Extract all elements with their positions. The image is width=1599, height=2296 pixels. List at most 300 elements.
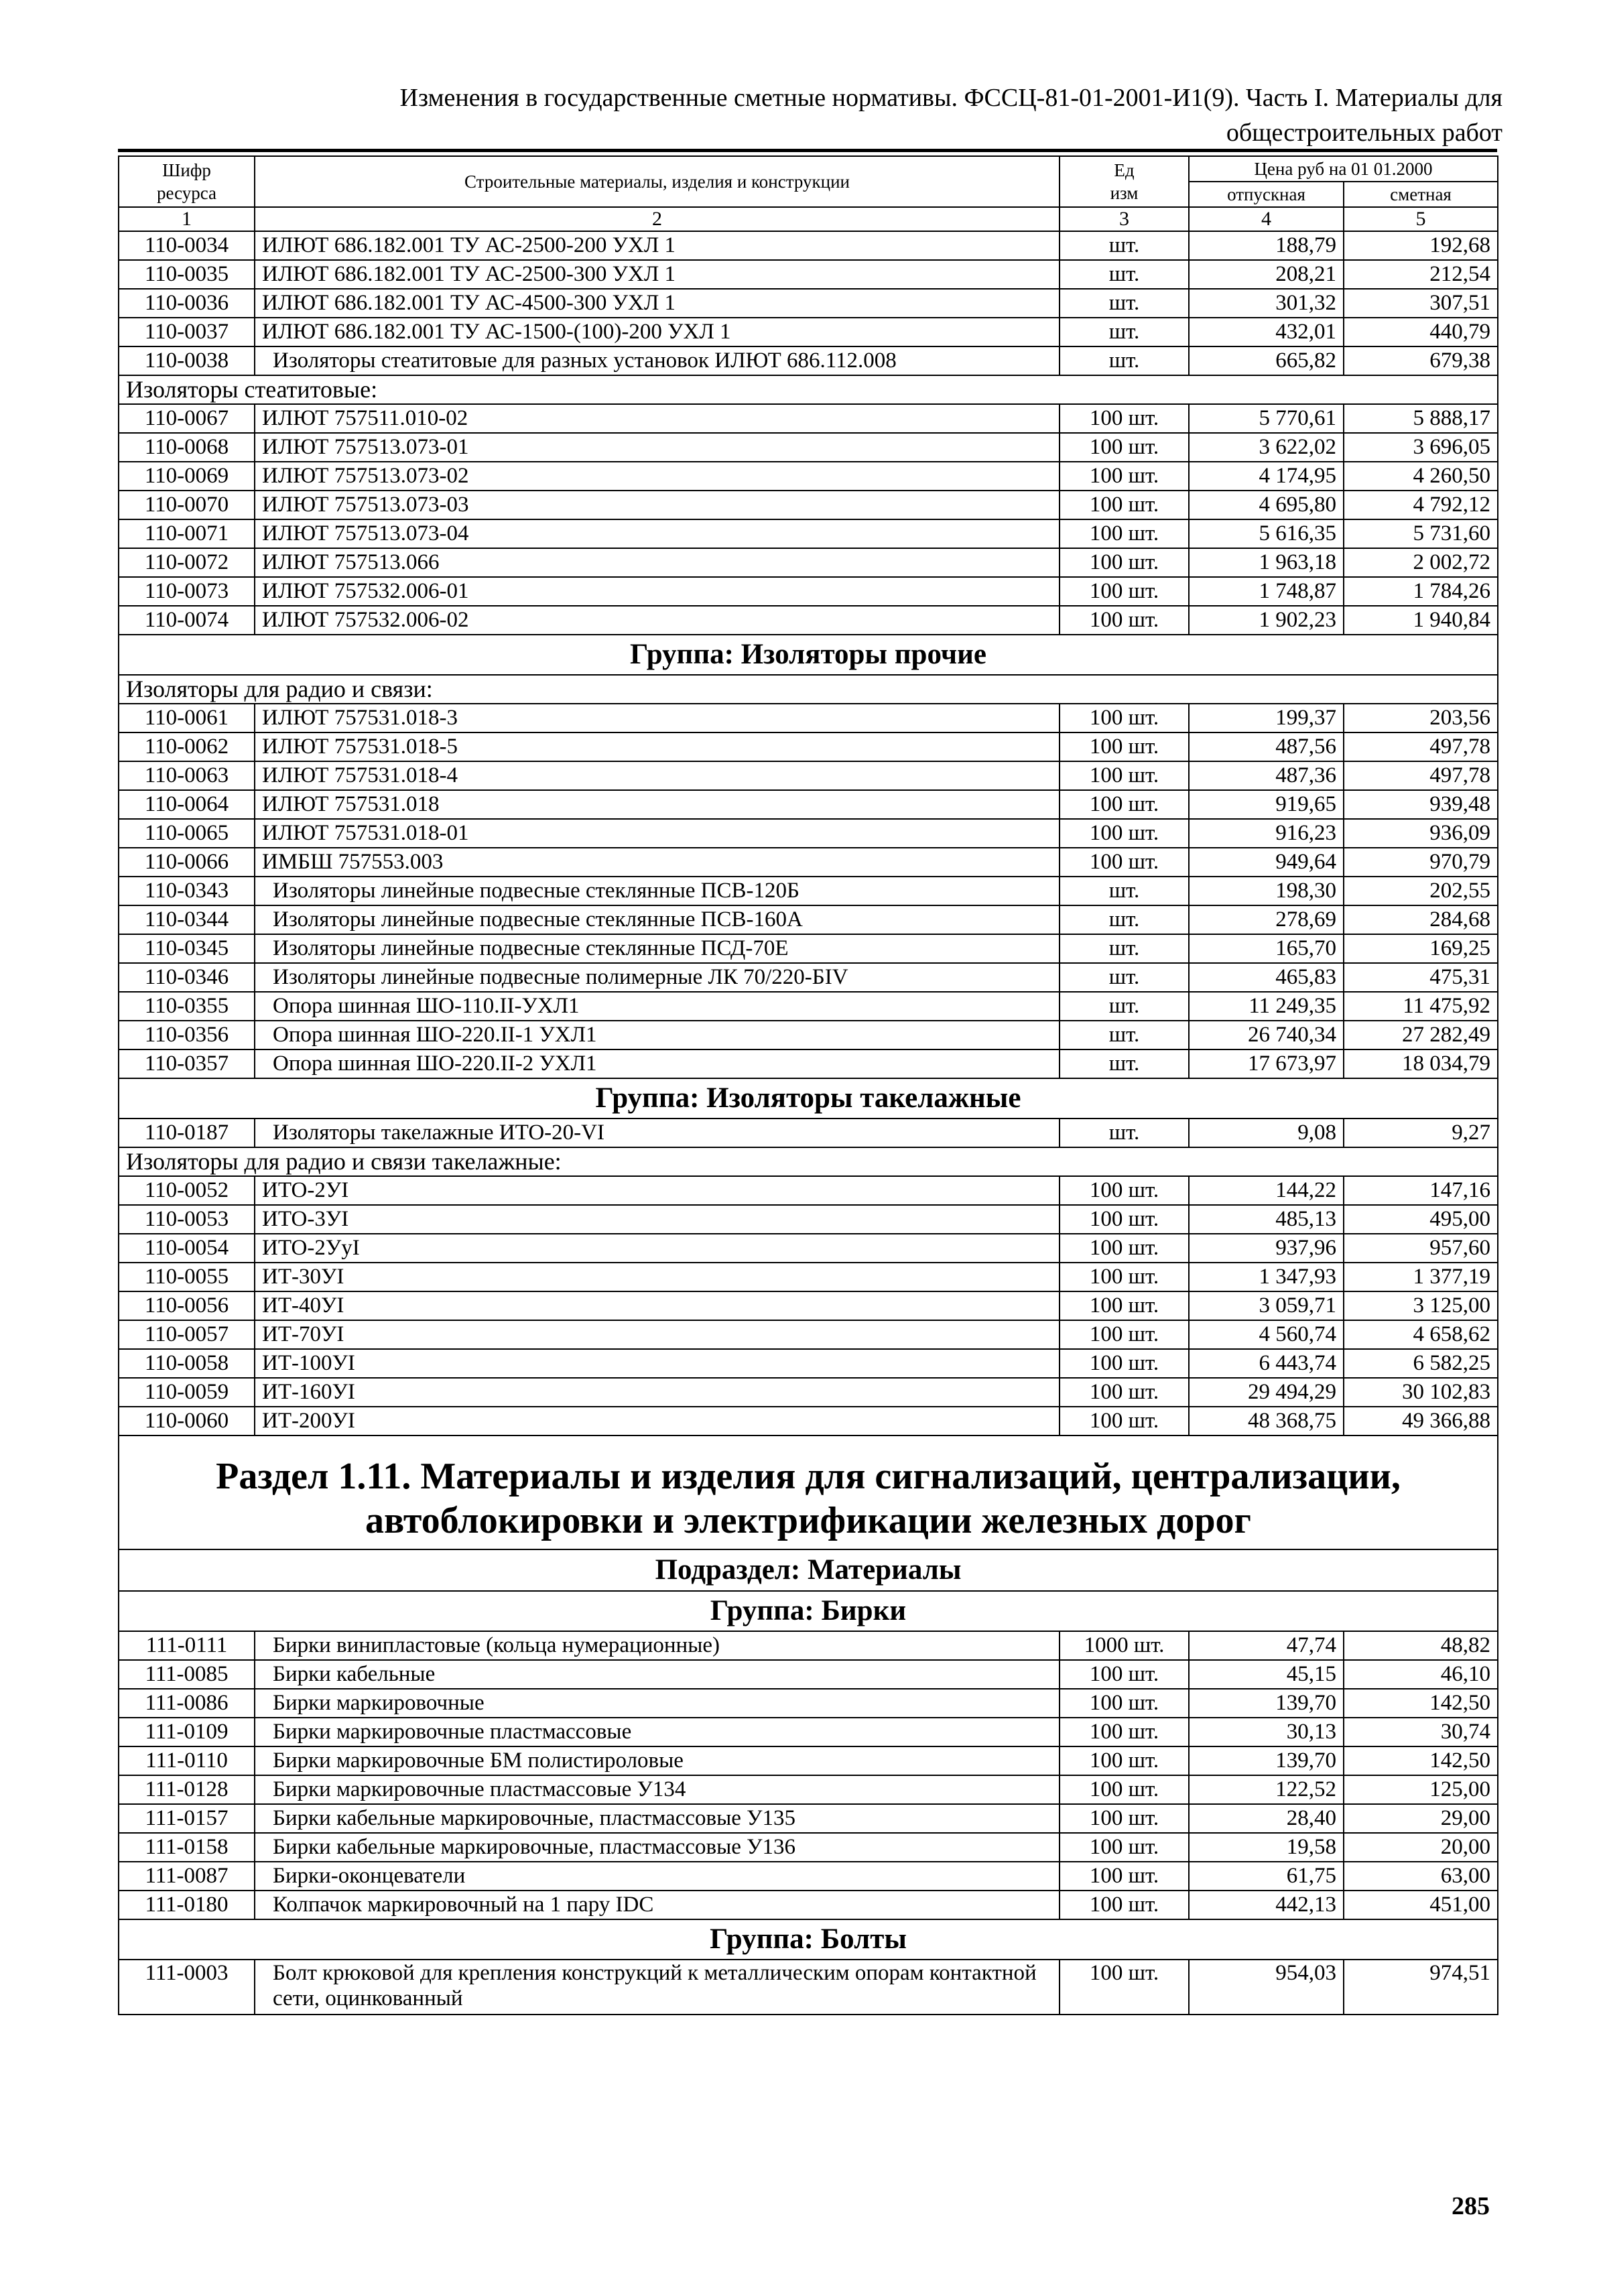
group-row	[119, 1078, 1498, 1119]
resource-code: 110-0357	[119, 1049, 255, 1078]
table-row	[119, 848, 1498, 877]
col-index: 3	[1060, 207, 1189, 231]
unit-of-measure: 100 шт.	[1060, 761, 1189, 790]
material-name: Опора шинная ШО-220.II-2 УХЛ1	[255, 1049, 1060, 1078]
resource-code: 110-0071	[119, 519, 255, 548]
release-price: 144,22	[1189, 1176, 1344, 1205]
resource-code: 110-0056	[119, 1291, 255, 1320]
table-row	[119, 1021, 1498, 1049]
unit-of-measure: 100 шт.	[1060, 1407, 1189, 1436]
release-price: 919,65	[1189, 790, 1344, 819]
material-name: ИЛЮТ 686.182.001 ТУ АС-4500-300 УХЛ 1	[255, 289, 1060, 318]
unit-of-measure: 100 шт.	[1060, 1291, 1189, 1320]
estimate-price: 1 784,26	[1344, 577, 1498, 606]
unit-of-measure: 100 шт.	[1060, 704, 1189, 732]
release-price: 301,32	[1189, 289, 1344, 318]
unit-of-measure: 100 шт.	[1060, 548, 1189, 577]
table-row	[119, 1263, 1498, 1291]
material-name: ИЛЮТ 757531.018	[255, 790, 1060, 819]
unit-of-measure: 100 шт.	[1060, 1378, 1189, 1407]
release-price: 47,74	[1189, 1631, 1344, 1660]
release-price: 165,70	[1189, 934, 1344, 963]
estimate-price: 1 377,19	[1344, 1263, 1498, 1291]
resource-code: 110-0073	[119, 577, 255, 606]
category-title: Изоляторы стеатитовые:	[119, 375, 1498, 404]
resource-code: 111-0087	[119, 1862, 255, 1891]
resource-code: 110-0062	[119, 732, 255, 761]
material-name: ИЛЮТ 757513.073-04	[255, 519, 1060, 548]
group-title: Группа: Болты	[119, 1919, 1498, 1960]
unit-of-measure: 100 шт.	[1060, 1891, 1189, 1919]
material-name: ИЛЮТ 757513.073-02	[255, 462, 1060, 491]
resource-code: 110-0069	[119, 462, 255, 491]
material-name: Болт крюковой для крепления конструкций к металлическим опорам контактной сети, оцинкованный	[255, 1960, 1060, 2015]
table-row	[119, 992, 1498, 1021]
release-price: 4 174,95	[1189, 462, 1344, 491]
material-name: Бирки кабельные маркировочные, пластмассовые У136	[255, 1833, 1060, 1862]
release-price: 9,08	[1189, 1119, 1344, 1147]
estimate-price: 475,31	[1344, 963, 1498, 992]
table-row	[119, 1960, 1498, 2015]
estimate-price: 679,38	[1344, 346, 1498, 375]
estimate-price: 495,00	[1344, 1205, 1498, 1234]
table-row	[119, 905, 1498, 934]
category-title: Изоляторы для радио и связи:	[119, 675, 1498, 704]
estimate-price: 3 696,05	[1344, 433, 1498, 462]
col-index: 5	[1344, 207, 1498, 231]
release-price: 11 249,35	[1189, 992, 1344, 1021]
resource-code: 110-0063	[119, 761, 255, 790]
page-number: 285	[1452, 2192, 1490, 2220]
group-row	[119, 1919, 1498, 1960]
resource-code: 110-0059	[119, 1378, 255, 1407]
material-name: ИЛЮТ 757532.006-02	[255, 606, 1060, 635]
col-header-unit: Ед изм	[1060, 156, 1189, 207]
estimate-price: 4 792,12	[1344, 491, 1498, 519]
table-row	[119, 1833, 1498, 1862]
estimate-price: 48,82	[1344, 1631, 1498, 1660]
table-row	[119, 1631, 1498, 1660]
material-name: ИТ-160УI	[255, 1378, 1060, 1407]
estimate-price: 192,68	[1344, 231, 1498, 260]
col-index: 2	[255, 207, 1060, 231]
release-price: 17 673,97	[1189, 1049, 1344, 1078]
release-price: 4 560,74	[1189, 1320, 1344, 1349]
material-name: Изоляторы линейные подвесные стеклянные ПСВ-160А	[255, 905, 1060, 934]
unit-of-measure: 100 шт.	[1060, 491, 1189, 519]
estimate-price: 939,48	[1344, 790, 1498, 819]
resource-code: 110-0067	[119, 404, 255, 433]
estimate-price: 974,51	[1344, 1960, 1498, 2015]
unit-of-measure: 100 шт.	[1060, 519, 1189, 548]
table-row	[119, 1234, 1498, 1263]
estimate-price: 497,78	[1344, 732, 1498, 761]
release-price: 1 748,87	[1189, 577, 1344, 606]
material-name: Опора шинная ШО-110.II-УХЛ1	[255, 992, 1060, 1021]
unit-of-measure: шт.	[1060, 905, 1189, 934]
table-row	[119, 704, 1498, 732]
section-row	[119, 1436, 1498, 1549]
unit-of-measure: шт.	[1060, 231, 1189, 260]
release-price: 29 494,29	[1189, 1378, 1344, 1407]
release-price: 6 443,74	[1189, 1349, 1344, 1378]
material-name: ИТО-2УI	[255, 1176, 1060, 1205]
table-row	[119, 1804, 1498, 1833]
material-name: ИТ-40УI	[255, 1291, 1060, 1320]
release-price: 28,40	[1189, 1804, 1344, 1833]
header-rule	[118, 149, 1497, 152]
estimate-price: 142,50	[1344, 1746, 1498, 1775]
table-row	[119, 1378, 1498, 1407]
table-row	[119, 1205, 1498, 1234]
estimate-price: 451,00	[1344, 1891, 1498, 1919]
release-price: 188,79	[1189, 231, 1344, 260]
unit-of-measure: 100 шт.	[1060, 1862, 1189, 1891]
release-price: 954,03	[1189, 1960, 1344, 2015]
estimate-price: 11 475,92	[1344, 992, 1498, 1021]
material-name: ИЛЮТ 757511.010-02	[255, 404, 1060, 433]
resource-code: 110-0072	[119, 548, 255, 577]
material-name: ИЛЮТ 757531.018-3	[255, 704, 1060, 732]
group-row	[119, 1591, 1498, 1631]
estimate-price: 30,74	[1344, 1718, 1498, 1746]
release-price: 30,13	[1189, 1718, 1344, 1746]
table-row	[119, 346, 1498, 375]
column-index-row	[119, 207, 1498, 231]
table-row	[119, 462, 1498, 491]
material-name: ИТО-3УI	[255, 1205, 1060, 1234]
estimate-price: 284,68	[1344, 905, 1498, 934]
estimate-price: 147,16	[1344, 1176, 1498, 1205]
resource-code: 111-0128	[119, 1775, 255, 1804]
unit-of-measure: шт.	[1060, 346, 1189, 375]
section-title: Раздел 1.11. Материалы и изделия для сигнализаций, централизации, автоблокировки и электрификации железных дорог	[119, 1436, 1498, 1549]
table-header-row	[119, 156, 1498, 182]
resource-code: 110-0070	[119, 491, 255, 519]
release-price: 5 616,35	[1189, 519, 1344, 548]
resource-code: 111-0110	[119, 1746, 255, 1775]
release-price: 465,83	[1189, 963, 1344, 992]
table-row	[119, 934, 1498, 963]
estimate-price: 20,00	[1344, 1833, 1498, 1862]
unit-of-measure: 100 шт.	[1060, 790, 1189, 819]
table-row	[119, 1049, 1498, 1078]
material-name: ИЛЮТ 757532.006-01	[255, 577, 1060, 606]
material-name: Изоляторы стеатитовые для разных установок ИЛЮТ 686.112.008	[255, 346, 1060, 375]
table-row	[119, 289, 1498, 318]
resource-code: 110-0066	[119, 848, 255, 877]
unit-of-measure: шт.	[1060, 289, 1189, 318]
category-row	[119, 1147, 1498, 1176]
table-row	[119, 877, 1498, 905]
col-index: 1	[119, 207, 255, 231]
release-price: 1 963,18	[1189, 548, 1344, 577]
resource-code: 110-0074	[119, 606, 255, 635]
material-name: ИЛЮТ 686.182.001 ТУ АС-2500-300 УХЛ 1	[255, 260, 1060, 289]
estimate-price: 4 658,62	[1344, 1320, 1498, 1349]
table-row	[119, 1660, 1498, 1689]
material-name: ИЛЮТ 757531.018-5	[255, 732, 1060, 761]
table-row	[119, 1407, 1498, 1436]
resource-code: 110-0052	[119, 1176, 255, 1205]
estimate-price: 203,56	[1344, 704, 1498, 732]
resource-code: 110-0053	[119, 1205, 255, 1234]
estimate-price: 970,79	[1344, 848, 1498, 877]
subsection-title: Подраздел: Материалы	[119, 1549, 1498, 1591]
table-row	[119, 577, 1498, 606]
material-name: Бирки кабельные маркировочные, пластмассовые У135	[255, 1804, 1060, 1833]
resource-code: 110-0037	[119, 318, 255, 346]
material-name: Изоляторы линейные подвесные стеклянные ПСВ-120Б	[255, 877, 1060, 905]
material-name: ИЛЮТ 757513.073-01	[255, 433, 1060, 462]
estimate-price: 5 888,17	[1344, 404, 1498, 433]
estimate-price: 440,79	[1344, 318, 1498, 346]
estimate-price: 46,10	[1344, 1660, 1498, 1689]
table-row	[119, 1689, 1498, 1718]
table-row	[119, 1349, 1498, 1378]
release-price: 139,70	[1189, 1746, 1344, 1775]
material-name: Бирки маркировочные БМ полистироловые	[255, 1746, 1060, 1775]
estimate-price: 2 002,72	[1344, 548, 1498, 577]
unit-of-measure: шт.	[1060, 963, 1189, 992]
category-row	[119, 675, 1498, 704]
material-name: Бирки-оконцеватели	[255, 1862, 1060, 1891]
unit-of-measure: 100 шт.	[1060, 1833, 1189, 1862]
estimate-price: 49 366,88	[1344, 1407, 1498, 1436]
table-row	[119, 404, 1498, 433]
col-header-estimate: сметная	[1344, 182, 1498, 207]
resource-code: 110-0355	[119, 992, 255, 1021]
table-row	[119, 1176, 1498, 1205]
release-price: 199,37	[1189, 704, 1344, 732]
release-price: 198,30	[1189, 877, 1344, 905]
price-table	[118, 155, 1498, 2015]
unit-of-measure: 100 шт.	[1060, 732, 1189, 761]
category-title: Изоляторы для радио и связи такелажные:	[119, 1147, 1498, 1176]
resource-code: 110-0035	[119, 260, 255, 289]
release-price: 665,82	[1189, 346, 1344, 375]
table-row	[119, 1718, 1498, 1746]
estimate-price: 212,54	[1344, 260, 1498, 289]
table-row	[119, 1320, 1498, 1349]
running-header	[118, 80, 1502, 150]
release-price: 3 059,71	[1189, 1291, 1344, 1320]
header-line-2: общестроительных работ	[1226, 119, 1502, 147]
material-name: ИЛЮТ 757531.018-4	[255, 761, 1060, 790]
resource-code: 110-0187	[119, 1119, 255, 1147]
table-row	[119, 1862, 1498, 1891]
estimate-price: 957,60	[1344, 1234, 1498, 1263]
resource-code: 110-0036	[119, 289, 255, 318]
estimate-price: 936,09	[1344, 819, 1498, 848]
resource-code: 110-0055	[119, 1263, 255, 1291]
material-name: Колпачок маркировочный на 1 пару IDC	[255, 1891, 1060, 1919]
table-row	[119, 819, 1498, 848]
release-price: 442,13	[1189, 1891, 1344, 1919]
resource-code: 110-0356	[119, 1021, 255, 1049]
unit-of-measure: 100 шт.	[1060, 1718, 1189, 1746]
table-row	[119, 1291, 1498, 1320]
unit-of-measure: шт.	[1060, 260, 1189, 289]
resource-code: 110-0068	[119, 433, 255, 462]
release-price: 122,52	[1189, 1775, 1344, 1804]
estimate-price: 30 102,83	[1344, 1378, 1498, 1407]
unit-of-measure: 100 шт.	[1060, 433, 1189, 462]
unit-of-measure: 100 шт.	[1060, 819, 1189, 848]
col-header-release: отпускная	[1189, 182, 1344, 207]
resource-code: 110-0057	[119, 1320, 255, 1349]
material-name: Изоляторы линейные подвесные полимерные ЛК 70/220-БIV	[255, 963, 1060, 992]
table-row	[119, 963, 1498, 992]
unit-of-measure: шт.	[1060, 318, 1189, 346]
table-row	[119, 790, 1498, 819]
material-name: ИТ-200УI	[255, 1407, 1060, 1436]
material-name: Бирки маркировочные пластмассовые У134	[255, 1775, 1060, 1804]
release-price: 45,15	[1189, 1660, 1344, 1689]
table-row	[119, 433, 1498, 462]
resource-code: 111-0111	[119, 1631, 255, 1660]
release-price: 26 740,34	[1189, 1021, 1344, 1049]
table-row	[119, 732, 1498, 761]
release-price: 1 347,93	[1189, 1263, 1344, 1291]
unit-of-measure: шт.	[1060, 934, 1189, 963]
release-price: 916,23	[1189, 819, 1344, 848]
unit-of-measure: 100 шт.	[1060, 1263, 1189, 1291]
release-price: 5 770,61	[1189, 404, 1344, 433]
release-price: 937,96	[1189, 1234, 1344, 1263]
material-name: Бирки маркировочные	[255, 1689, 1060, 1718]
release-price: 1 902,23	[1189, 606, 1344, 635]
release-price: 19,58	[1189, 1833, 1344, 1862]
unit-of-measure: 100 шт.	[1060, 606, 1189, 635]
resource-code: 110-0061	[119, 704, 255, 732]
table-row	[119, 318, 1498, 346]
estimate-price: 1 940,84	[1344, 606, 1498, 635]
unit-of-measure: 100 шт.	[1060, 848, 1189, 877]
subsection-row	[119, 1549, 1498, 1591]
release-price: 4 695,80	[1189, 491, 1344, 519]
resource-code: 111-0158	[119, 1833, 255, 1862]
resource-code: 111-0086	[119, 1689, 255, 1718]
table-row	[119, 491, 1498, 519]
material-name: Изоляторы такелажные ИТО-20-VI	[255, 1119, 1060, 1147]
unit-of-measure: шт.	[1060, 1021, 1189, 1049]
unit-of-measure: 100 шт.	[1060, 1320, 1189, 1349]
group-title: Группа: Бирки	[119, 1591, 1498, 1631]
unit-of-measure: 100 шт.	[1060, 1660, 1189, 1689]
category-row	[119, 375, 1498, 404]
material-name: Бирки кабельные	[255, 1660, 1060, 1689]
resource-code: 111-0003	[119, 1960, 255, 2015]
release-price: 432,01	[1189, 318, 1344, 346]
material-name: ИЛЮТ 757513.066	[255, 548, 1060, 577]
unit-of-measure: 100 шт.	[1060, 1775, 1189, 1804]
table-row	[119, 1746, 1498, 1775]
estimate-price: 307,51	[1344, 289, 1498, 318]
unit-of-measure: шт.	[1060, 992, 1189, 1021]
material-name: ИЛЮТ 757513.073-03	[255, 491, 1060, 519]
unit-of-measure: 100 шт.	[1060, 1349, 1189, 1378]
estimate-price: 3 125,00	[1344, 1291, 1498, 1320]
material-name: ИМБШ 757553.003	[255, 848, 1060, 877]
table-body	[119, 231, 1498, 2015]
resource-code: 111-0180	[119, 1891, 255, 1919]
unit-of-measure: 100 шт.	[1060, 1689, 1189, 1718]
unit-of-measure: 100 шт.	[1060, 1176, 1189, 1205]
material-name: ИЛЮТ 686.182.001 ТУ АС-2500-200 УХЛ 1	[255, 231, 1060, 260]
unit-of-measure: шт.	[1060, 1049, 1189, 1078]
col-header-price: Цена руб на 01 01.2000	[1189, 156, 1498, 182]
resource-code: 110-0346	[119, 963, 255, 992]
estimate-price: 169,25	[1344, 934, 1498, 963]
table-row	[119, 1119, 1498, 1147]
release-price: 61,75	[1189, 1862, 1344, 1891]
unit-of-measure: 100 шт.	[1060, 577, 1189, 606]
release-price: 949,64	[1189, 848, 1344, 877]
release-price: 485,13	[1189, 1205, 1344, 1234]
release-price: 3 622,02	[1189, 433, 1344, 462]
release-price: 48 368,75	[1189, 1407, 1344, 1436]
resource-code: 111-0085	[119, 1660, 255, 1689]
material-name: ИТ-30УI	[255, 1263, 1060, 1291]
estimate-price: 18 034,79	[1344, 1049, 1498, 1078]
table-row	[119, 606, 1498, 635]
resource-code: 110-0038	[119, 346, 255, 375]
material-name: ИЛЮТ 757531.018-01	[255, 819, 1060, 848]
resource-code: 110-0064	[119, 790, 255, 819]
col-header-code: Шифр ресурса	[119, 156, 255, 207]
resource-code: 111-0157	[119, 1804, 255, 1833]
unit-of-measure: 100 шт.	[1060, 1205, 1189, 1234]
resource-code: 110-0034	[119, 231, 255, 260]
unit-of-measure: 1000 шт.	[1060, 1631, 1189, 1660]
release-price: 208,21	[1189, 260, 1344, 289]
header-line-1: Изменения в государственные сметные нормативы. ФССЦ-81-01-2001-И1(9). Часть I. Материалы для	[399, 84, 1502, 112]
estimate-price: 4 260,50	[1344, 462, 1498, 491]
unit-of-measure: шт.	[1060, 877, 1189, 905]
release-price: 487,56	[1189, 732, 1344, 761]
estimate-price: 142,50	[1344, 1689, 1498, 1718]
estimate-price: 9,27	[1344, 1119, 1498, 1147]
material-name: ИТО-2УуI	[255, 1234, 1060, 1263]
resource-code: 110-0345	[119, 934, 255, 963]
material-name: Опора шинная ШО-220.II-1 УХЛ1	[255, 1021, 1060, 1049]
table-row	[119, 1891, 1498, 1919]
estimate-price: 29,00	[1344, 1804, 1498, 1833]
group-title: Группа: Изоляторы такелажные	[119, 1078, 1498, 1119]
resource-code: 110-0344	[119, 905, 255, 934]
resource-code: 110-0060	[119, 1407, 255, 1436]
unit-of-measure: шт.	[1060, 1119, 1189, 1147]
table-row	[119, 548, 1498, 577]
material-name: Изоляторы линейные подвесные стеклянные ПСД-70Е	[255, 934, 1060, 963]
col-index: 4	[1189, 207, 1344, 231]
material-name: ИТ-100УI	[255, 1349, 1060, 1378]
material-name: Бирки винипластовые (кольца нумерационные)	[255, 1631, 1060, 1660]
resource-code: 110-0343	[119, 877, 255, 905]
material-name: Бирки маркировочные пластмассовые	[255, 1718, 1060, 1746]
resource-code: 110-0058	[119, 1349, 255, 1378]
unit-of-measure: 100 шт.	[1060, 462, 1189, 491]
unit-of-measure: 100 шт.	[1060, 1234, 1189, 1263]
estimate-price: 497,78	[1344, 761, 1498, 790]
col-header-name: Строительные материалы, изделия и конструкции	[255, 156, 1060, 207]
estimate-price: 63,00	[1344, 1862, 1498, 1891]
group-title: Группа: Изоляторы прочие	[119, 635, 1498, 675]
release-price: 278,69	[1189, 905, 1344, 934]
table-row	[119, 260, 1498, 289]
unit-of-measure: 100 шт.	[1060, 1960, 1189, 2015]
